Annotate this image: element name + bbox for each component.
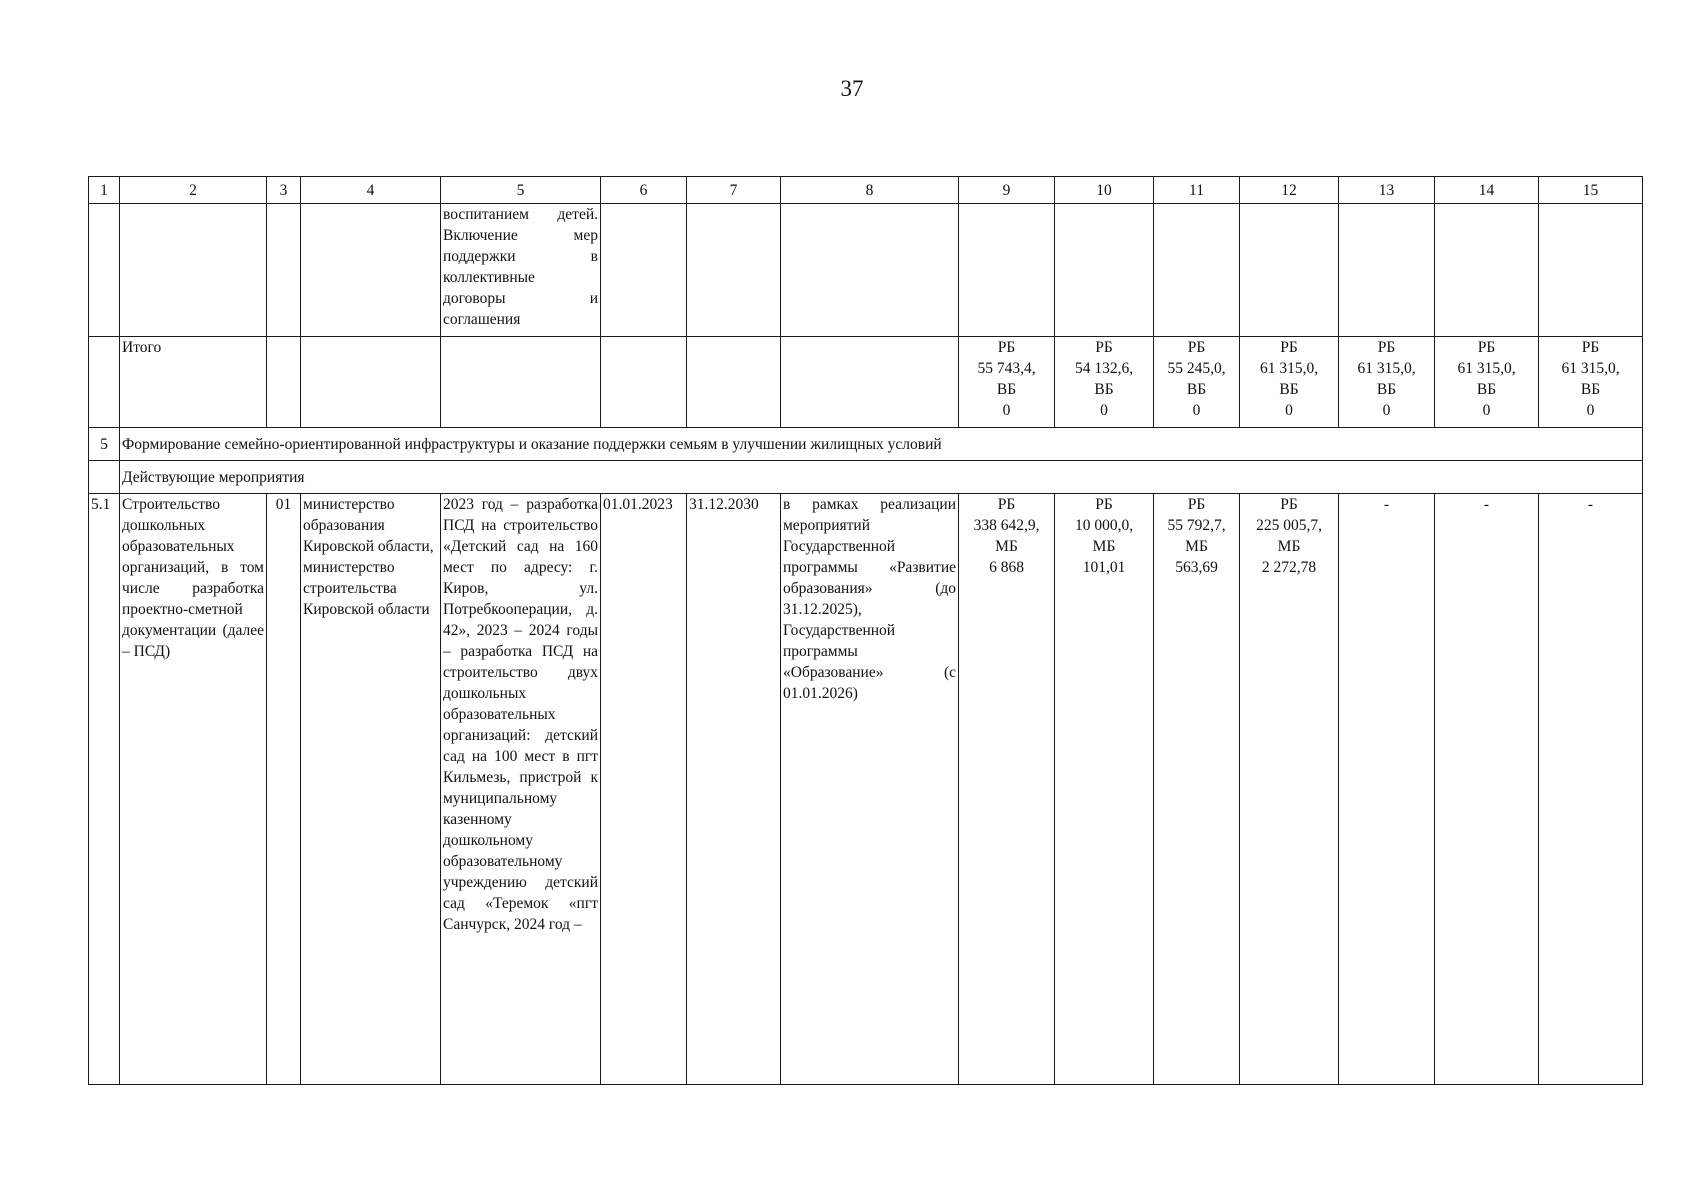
item-funding-col13: - [1339, 494, 1435, 1085]
subsection-title: Действующие мероприятия [120, 461, 1643, 494]
header-cell: 4 [301, 177, 441, 204]
total-funding-col9: РБ 55 743,4, ВБ 0 [959, 337, 1055, 428]
header-cell: 1 [89, 177, 120, 204]
continuation-description: воспитанием детей. Включение мер поддержки в коллективные договоры и соглашения [441, 204, 601, 337]
total-funding-col13: РБ 61 315,0, ВБ 0 [1339, 337, 1435, 428]
header-cell: 9 [959, 177, 1055, 204]
header-cell: 10 [1055, 177, 1154, 204]
header-cell: 7 [687, 177, 781, 204]
header-cell: 5 [441, 177, 601, 204]
total-label: Итого [120, 337, 267, 428]
item-number: 5.1 [89, 494, 120, 1085]
header-cell: 11 [1154, 177, 1240, 204]
item-program: в рамках реализации мероприятий Государственной программы «Развитие образования» (до 31.12.2025), Государственной программы «Образование» (с 01.01.2026) [781, 494, 959, 1085]
item-funding-col14: - [1435, 494, 1539, 1085]
item-name: Строительство дошкольных образовательных организаций, в том числе разработка проектно-сметной документации (далее – ПСД) [120, 494, 267, 1085]
item-funding-col15: - [1539, 494, 1643, 1085]
header-cell: 6 [601, 177, 687, 204]
page-number: 37 [840, 76, 864, 101]
section-number: 5 [89, 428, 120, 461]
header-cell: 14 [1435, 177, 1539, 204]
total-funding-col11: РБ 55 245,0, ВБ 0 [1154, 337, 1240, 428]
header-cell: 3 [267, 177, 301, 204]
header-row [89, 177, 1643, 204]
item-funding-col11: РБ 55 792,7, МБ 563,69 [1154, 494, 1240, 1085]
header-cell: 12 [1240, 177, 1339, 204]
total-funding-col12: РБ 61 315,0, ВБ 0 [1240, 337, 1339, 428]
header-cell: 15 [1539, 177, 1643, 204]
continuation-row [89, 204, 1643, 337]
item-executor: министерство образования Кировской области, министерство строительства Кировской области [301, 494, 441, 1085]
total-funding-col15: РБ 61 315,0, ВБ 0 [1539, 337, 1643, 428]
section-title: Формирование семейно-ориентированной инфраструктуры и оказание поддержки семьям в улучшении жилищных условий [120, 428, 1643, 461]
item-code: 01 [267, 494, 301, 1085]
total-funding-col14: РБ 61 315,0, ВБ 0 [1435, 337, 1539, 428]
item-start-date: 01.01.2023 [601, 494, 687, 1085]
item-funding-col9: РБ 338 642,9, МБ 6 868 [959, 494, 1055, 1085]
header-cell: 8 [781, 177, 959, 204]
section-row [89, 428, 1643, 461]
table-row [89, 494, 1643, 1085]
header-cell: 13 [1339, 177, 1435, 204]
program-table [88, 176, 1643, 1085]
item-funding-col10: РБ 10 000,0, МБ 101,01 [1055, 494, 1154, 1085]
item-end-date: 31.12.2030 [687, 494, 781, 1085]
subsection-row [89, 461, 1643, 494]
header-cell: 2 [120, 177, 267, 204]
item-funding-col12: РБ 225 005,7, МБ 2 272,78 [1240, 494, 1339, 1085]
total-funding-col10: РБ 54 132,6, ВБ 0 [1055, 337, 1154, 428]
total-row [89, 337, 1643, 428]
item-description: 2023 год – разработка ПСД на строительство «Детский сад на 160 мест по адресу: г. Киров, ул. Потребкооперации, д. 42», 2023 – 2024 годы – разработка ПСД на строительство двух дошкольных образовательных организаций: детский сад на 100 мест в пгт Кильмезь, пристрой к муниципальному казенному дошкольному образовательному учреждению детский сад «Теремок «пгт Санчурск, 2024 год – [441, 494, 601, 1085]
